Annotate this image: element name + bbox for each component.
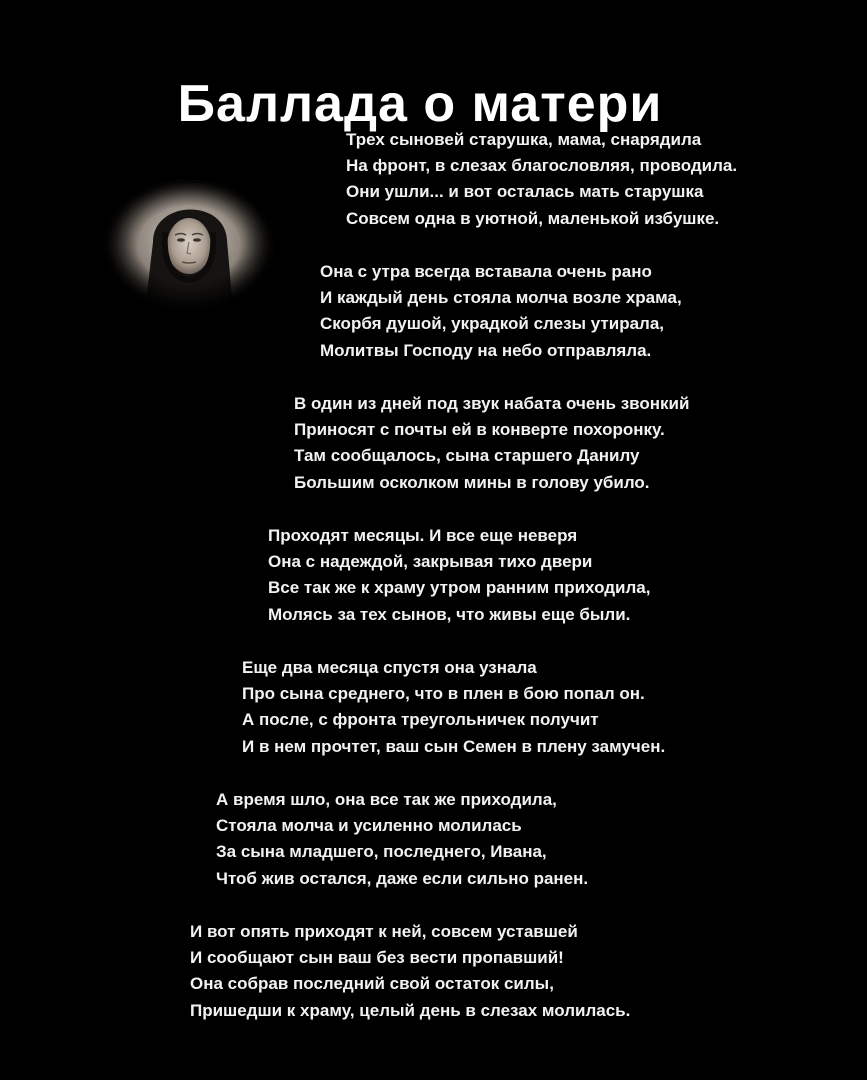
poem-line: И вот опять приходят к ней, совсем уставшей [190, 922, 578, 941]
poem-line: Они ушли... и вот осталась мать старушка [346, 182, 704, 202]
poem-line: Проходят месяцы. И все еще неверя [268, 526, 578, 545]
stanza [294, 391, 689, 496]
poem-line: А после, с фронта треугольничек получит [242, 710, 599, 730]
poem-line: Чтоб жив остался, даже если сильно ранен. [216, 868, 589, 888]
poem-line: И каждый день стояла молча возле храма, [320, 288, 682, 308]
poem-line: Она с утра всегда вставала очень рано [320, 262, 652, 281]
poem-line: Молясь за тех сынов, что живы еще были. [268, 604, 631, 624]
poem-line: Еще два месяца спустя она узнала [242, 658, 537, 677]
poem-line: Трех сыновей старушка, мама, снарядила [346, 130, 702, 149]
poem-line: Все так же к храму утром ранним приходила, [268, 578, 651, 598]
poem-line: Приносят с почты ей в конверте похоронку. [294, 420, 665, 440]
stanza [216, 787, 588, 892]
poem-line: На фронт, в слезах благословляя, проводила. [346, 156, 738, 176]
stanza [346, 127, 737, 232]
page-title: Баллада о матери [177, 74, 663, 133]
stanza [320, 259, 682, 364]
poem-line: В один из дней под звук набата очень звонкий [294, 394, 690, 413]
poem-line: Там сообщалось, сына старшего Данилу [294, 446, 640, 466]
poem-line: И в нем прочтет, ваш сын Семен в плену замучен. [242, 736, 666, 756]
portrait-illustration [105, 180, 273, 310]
stanza [242, 655, 665, 760]
portrait-image [105, 180, 273, 310]
poem-line: Совсем одна в уютной, маленькой избушке. [346, 208, 720, 228]
poem-line: Про сына среднего, что в плен в бою попал он. [242, 684, 645, 704]
poem-line: Она с надеждой, закрывая тихо двери [268, 552, 593, 572]
poem-line: Большим осколком мины в голову убило. [294, 472, 650, 492]
poem-line: Она собрав последний свой остаток силы, [190, 974, 554, 994]
stanza [190, 919, 630, 1024]
poem-line: Скорбя душой, украдкой слезы утирала, [320, 314, 665, 334]
poem-line: А время шло, она все так же приходила, [216, 790, 557, 809]
poem-line: Молитвы Господу на небо отправляла. [320, 340, 652, 360]
poem-line: И сообщают сын ваш без вести пропавший! [190, 948, 564, 968]
poem-line: Пришедши к храму, целый день в слезах молилась. [190, 1000, 631, 1020]
stanza [268, 523, 650, 628]
poem-line: За сына младшего, последнего, Ивана, [216, 842, 547, 862]
poem-line: Стояла молча и усиленно молилась [216, 816, 522, 836]
